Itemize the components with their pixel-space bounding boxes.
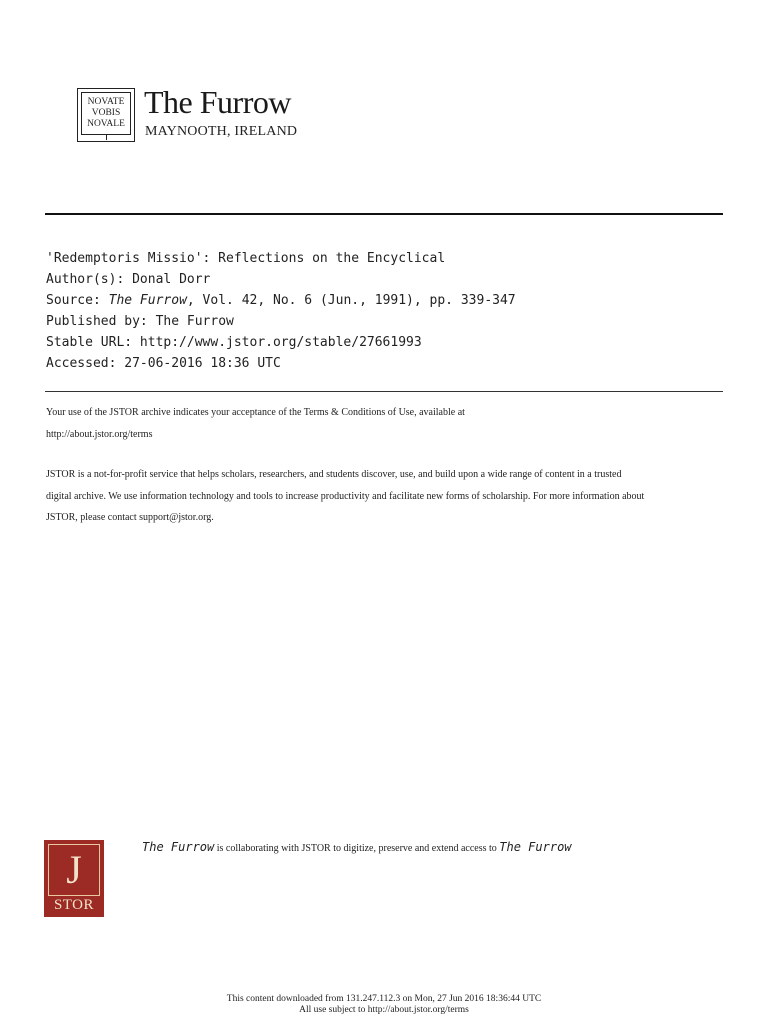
logo-line-3: NOVALE (87, 119, 125, 129)
authors-label: Author(s): (46, 272, 125, 287)
jstor-logo-letter: J (66, 847, 82, 892)
logo-line-2: VOBIS (91, 108, 121, 118)
logo-spine (106, 135, 107, 140)
source-journal: The Furrow (108, 293, 187, 308)
footer-line-2: All use subject to http://about.jstor.org/terms (299, 1005, 469, 1015)
article-title: 'Redemptoris Missio': Reflections on the Encyclical (46, 251, 446, 266)
publisher-value: The Furrow (155, 314, 234, 329)
download-footer (0, 994, 768, 1016)
stable-url-line (46, 332, 516, 353)
terms-notice (46, 402, 726, 529)
stable-url-label: Stable URL: (46, 335, 133, 350)
logo-line-1: NOVATE (87, 97, 125, 107)
jstor-info-line-3: JSTOR, please contact support@jstor.org. (46, 512, 214, 523)
journal-location: MAYNOOTH, IRELAND (145, 124, 298, 139)
footer-line-1: This content downloaded from 131.247.112.3 on Mon, 27 Jun 2016 18:36:44 UTC (226, 994, 542, 1004)
source-detail: , Vol. 42, No. 6 (Jun., 1991), pp. 339-347 (186, 293, 516, 308)
journal-title: The Furrow (144, 84, 291, 120)
accessed-line (46, 353, 516, 374)
source-label: Source: (46, 293, 101, 308)
collab-journal: The Furrow (142, 840, 215, 854)
article-metadata (46, 248, 516, 374)
stable-url-link[interactable]: http://www.jstor.org/stable/27661993 (139, 335, 422, 350)
authors-value: Donal Dorr (132, 272, 211, 287)
publisher-line (46, 311, 516, 332)
collab-text: is collaborating with JSTOR to digitize, preserve and extend access to (214, 843, 500, 854)
metadata-divider (45, 391, 723, 392)
logo-book-icon (81, 92, 131, 135)
jstor-info-line-1: JSTOR is a not-for-profit service that helps scholars, researchers, and students discover, use, and build upon a wide range of content in a trusted (46, 469, 622, 480)
terms-line-1: Your use of the JSTOR archive indicates your acceptance of the Terms & Conditions of Use, available at (46, 407, 465, 418)
source-line (46, 290, 516, 311)
journal-logo (77, 88, 135, 142)
authors-line (46, 269, 516, 290)
accessed-value: 27-06-2016 18:36 UTC (124, 356, 281, 371)
jstor-info-line-2: digital archive. We use information technology and tools to increase productivity and facilitate new forms of scholarship. For more information about (46, 490, 645, 502)
collaboration-statement (142, 840, 572, 854)
accessed-label: Accessed: (46, 356, 117, 371)
publisher-label: Published by: (46, 314, 148, 329)
collab-journal-end: The Furrow (499, 840, 572, 854)
terms-link[interactable]: http://about.jstor.org/terms (46, 428, 153, 440)
header-divider (45, 213, 723, 215)
jstor-logo-panel (48, 844, 100, 896)
jstor-logo-word: STOR (53, 897, 95, 913)
jstor-logo (44, 840, 104, 917)
